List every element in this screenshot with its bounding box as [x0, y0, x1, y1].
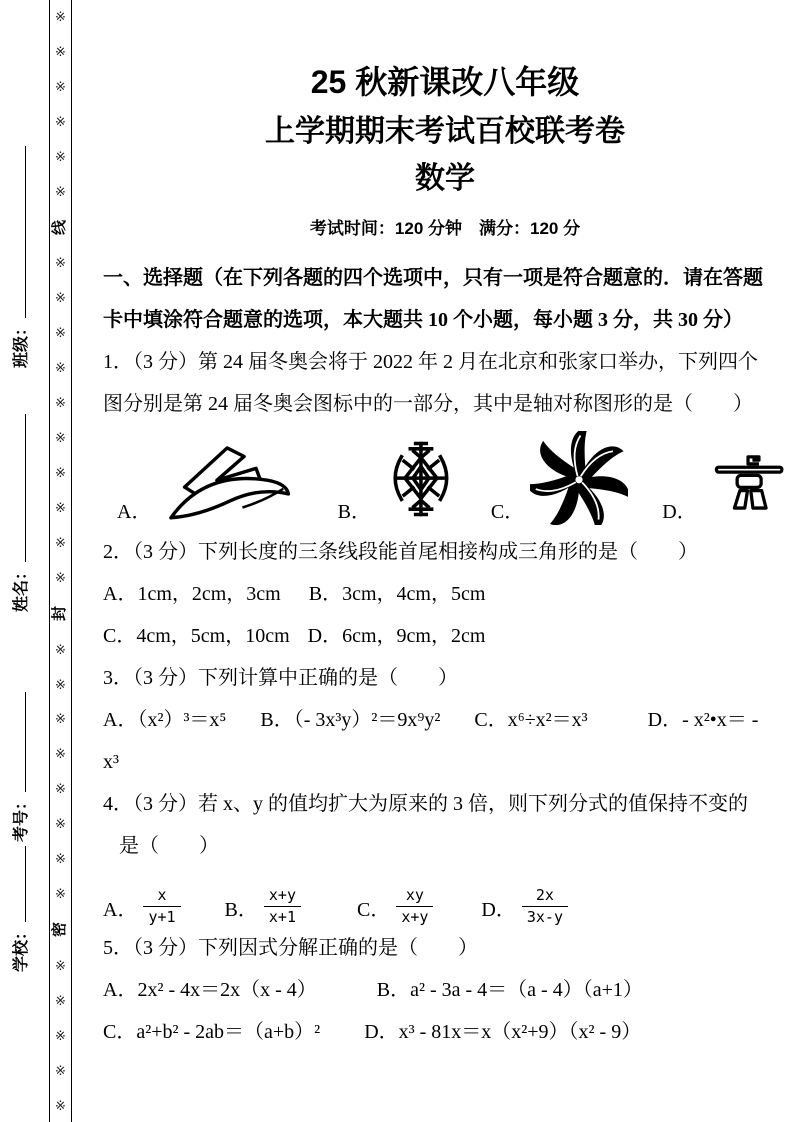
exam-title-line2: 上学期期末考试百校联考卷	[265, 115, 625, 148]
q3-option-c: C．x⁶÷x²＝x³	[474, 709, 588, 731]
skating-ribbon-emblem-icon	[159, 437, 295, 527]
seal-text-char: 密	[51, 921, 68, 937]
q4-fraction-d-numerator: 2x	[522, 886, 568, 907]
q4-fraction-b-denominator: x+1	[268, 908, 296, 926]
title-block	[103, 0, 787, 239]
q5-option-c: C．a²+b² - 2ab＝（a+b）²	[103, 1021, 321, 1043]
snowflake-emblem-icon	[381, 435, 461, 523]
question-4-options-row	[103, 873, 787, 927]
exam-info: 考试时间：120 分钟 满分：120 分	[309, 219, 581, 238]
exam-number-field	[8, 692, 34, 842]
q4-fraction-c-denominator: x+y	[401, 908, 429, 926]
exam-title-line1: 25 秋新课改八年级	[310, 64, 580, 100]
exam-content	[103, 0, 787, 1053]
question-5-options-row2	[103, 1011, 787, 1053]
inukshuk-emblem-icon	[711, 439, 787, 527]
question-5-options-row1	[103, 969, 787, 1011]
q4-fraction-a	[143, 886, 180, 927]
section-heading-line2: 卡中填涂符合题意的选项，本大题共 10 个小题，每小题 3 分，共 30 分）	[103, 309, 743, 331]
seal-marker: ※	[55, 676, 66, 692]
seal-marker: ※	[55, 325, 66, 341]
q2-option-b: B．3cm，4cm，5cm	[308, 583, 486, 605]
seal-text-char: 线	[51, 219, 68, 235]
q2-option-d: D．6cm，9cm，2cm	[307, 625, 486, 647]
q1-option-d-label: D．	[662, 501, 697, 523]
q4-option-a-label: A．	[103, 899, 138, 921]
question-1-line2: 图分别是第 24 届冬奥会图标中的一部分，其中是轴对称图形的是（ ）	[103, 393, 753, 415]
q5-option-a: A．2x² - 4x＝2x（x - 4）	[103, 979, 317, 1001]
q3-option-b: B．（- 3x³y）²＝9x⁹y²	[260, 709, 441, 731]
exam-number-field-label: 考号：	[13, 793, 30, 842]
seal-marker: ※	[55, 464, 66, 480]
q4-fraction-d	[522, 886, 568, 927]
seal-marker: ※	[55, 360, 66, 376]
q4-option-d-label: D．	[481, 899, 516, 921]
seal-marker: ※	[55, 992, 66, 1008]
q5-option-d: D．x³ - 81x＝x（x²+9）（x² - 9）	[364, 1021, 642, 1043]
seal-marker: ※	[55, 1027, 66, 1043]
q2-option-a: A．1cm，2cm，3cm	[103, 583, 281, 605]
seal-marker: ※	[55, 430, 66, 446]
name-blank-line	[12, 414, 26, 562]
seal-marker: ※	[55, 851, 66, 867]
q1-option-b-label: B．	[337, 501, 371, 523]
school-blank-line	[12, 846, 26, 922]
class-field-label: 班级：	[13, 319, 30, 368]
seal-text-char: 封	[51, 605, 68, 621]
class-blank-line	[12, 146, 26, 318]
seal-marker: ※	[55, 255, 66, 271]
seal-marker: ※	[55, 43, 66, 59]
name-field	[8, 414, 34, 612]
q2-option-c: C．4cm，5cm，10cm	[103, 625, 290, 647]
q4-option-c-label: C．	[356, 899, 391, 921]
question-3-stem: 3．（3 分）下列计算中正确的是（ ）	[103, 667, 458, 689]
seal-marker: ※	[55, 534, 66, 550]
seal-marker: ※	[55, 746, 66, 762]
seal-marker: ※	[55, 1062, 66, 1078]
seal-marker: ※	[55, 9, 66, 24]
seal-marker: ※	[55, 148, 66, 164]
q4-fraction-a-denominator: y+1	[148, 908, 176, 926]
q4-fraction-c	[396, 886, 433, 927]
q4-fraction-d-denominator: 3x-y	[526, 908, 563, 926]
q4-fraction-b	[264, 886, 301, 927]
seal-marker: ※	[55, 781, 66, 797]
name-field-label: 姓名：	[13, 563, 30, 612]
seal-marker: ※	[55, 886, 66, 902]
seal-marker: ※	[55, 183, 66, 199]
question-1-figure-row	[117, 427, 787, 527]
q5-option-b: B．a² - 3a - 4＝（a - 4）（a+1）	[376, 979, 643, 1001]
seal-marker: ※	[55, 113, 66, 129]
question-5-stem: 5．（3 分）下列因式分解正确的是（ ）	[103, 937, 478, 959]
seal-marker: ※	[55, 569, 66, 585]
seal-marker: ※	[55, 957, 66, 973]
seal-line-strip	[49, 0, 72, 1122]
seal-marker: ※	[55, 816, 66, 832]
question-3-options-row	[103, 699, 787, 741]
class-field	[8, 146, 34, 368]
seal-marker: ※	[55, 1097, 66, 1113]
q4-fraction-a-numerator: x	[143, 886, 180, 907]
school-field	[8, 846, 34, 972]
question-2-options-row1	[103, 573, 787, 615]
seal-marker: ※	[55, 711, 66, 727]
q4-fraction-c-numerator: xy	[396, 886, 433, 907]
subject-title: 数学	[415, 162, 475, 195]
seal-marker: ※	[55, 641, 66, 657]
question-1-line1: 1．（3 分）第 24 届冬奥会将于 2022 年 2 月在北京和张家口举办，下列四个	[103, 351, 758, 373]
q1-option-c-label: C．	[490, 501, 525, 523]
exam-number-blank-line	[12, 692, 26, 792]
seal-marker: ※	[55, 395, 66, 411]
swirl-flower-emblem-icon	[530, 431, 628, 525]
q1-option-a-label: A．	[117, 501, 152, 523]
question-2-options-row2	[103, 615, 787, 657]
question-4-line2: 是（ ）	[119, 835, 219, 857]
seal-marker: ※	[55, 290, 66, 306]
q4-fraction-b-numerator: x+y	[264, 886, 301, 907]
question-3-option-d-wrap: x³	[103, 751, 119, 773]
question-4-line1: 4．（3 分）若 x、y 的值均扩大为原来的 3 倍，则下列分式的值保持不变的	[103, 793, 748, 815]
seal-marker: ※	[55, 78, 66, 94]
q3-option-a: A．（x²）³＝x⁵	[103, 709, 227, 731]
question-2-stem: 2．（3 分）下列长度的三条线段能首尾相接构成三角形的是（ ）	[103, 541, 698, 563]
section-heading-line1: 一、选择题（在下列各题的四个选项中，只有一项是符合题意的．请在答题	[103, 267, 763, 289]
q3-option-d: D．- x²•x＝ -	[647, 709, 759, 731]
seal-marker: ※	[55, 499, 66, 515]
q4-option-b-label: B．	[224, 899, 258, 921]
school-field-label: 学校：	[13, 923, 30, 972]
